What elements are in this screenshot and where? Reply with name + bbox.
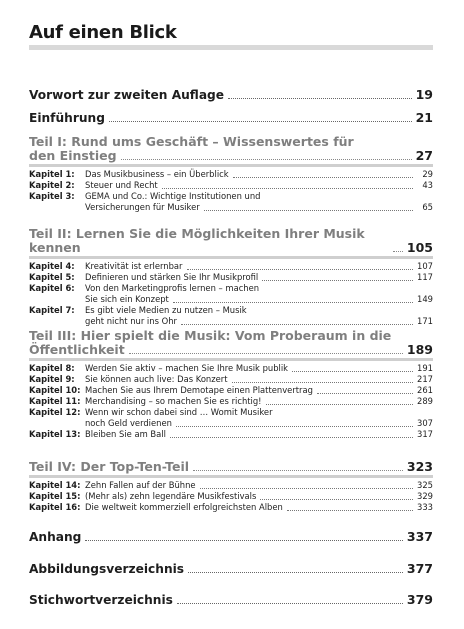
entry-page: 19 <box>415 87 433 102</box>
chapter-title-cont: Versicherungen für Musiker <box>85 201 200 212</box>
dot-leader <box>266 404 413 405</box>
dot-leader <box>129 353 403 354</box>
chapter-title-cont: geht nicht nur ins Ohr <box>85 315 177 326</box>
dot-leader <box>188 572 403 573</box>
chapter-title: Machen Sie aus Ihrem Demotape einen Plattenvertrag <box>85 384 313 395</box>
entry-page: 377 <box>406 561 433 576</box>
entry-label: Vorwort zur zweiten Auflage <box>29 88 225 102</box>
dot-leader <box>287 510 413 511</box>
toc-entry-abbildungsverzeichnis[interactable] <box>29 561 433 576</box>
chapter-title: Es gibt viele Medien zu nutzen – Musik <box>85 304 247 315</box>
chapter-title: (Mehr als) zehn legendäre Musikfestivals <box>85 490 257 501</box>
dot-leader <box>200 488 413 489</box>
chapter-page: 43 <box>422 179 433 190</box>
part-4 <box>29 460 433 513</box>
chapter-title: Sie können auch live: Das Konzert <box>85 373 228 384</box>
chapter-page: 171 <box>417 315 433 326</box>
chapter-number: Kapitel 4: <box>29 260 75 271</box>
chapter-entry[interactable] <box>29 396 433 407</box>
dot-leader <box>317 393 413 394</box>
part-page: 105 <box>406 240 433 255</box>
chapter-title: Kreativität ist erlernbar <box>85 260 183 271</box>
part-1 <box>29 135 433 213</box>
chapter-number: Kapitel 7: <box>29 304 75 315</box>
chapter-page: 191 <box>417 362 433 373</box>
chapter-number: Kapitel 1: <box>29 168 75 179</box>
chapter-page: 217 <box>417 373 433 384</box>
chapter-title: Werden Sie aktiv – machen Sie Ihre Musik publik <box>85 362 289 373</box>
chapter-title-cont: noch Geld verdienen <box>85 417 172 428</box>
chapter-title: Wenn wir schon dabei sind … Womit Musiker <box>85 406 273 417</box>
chapter-entry[interactable] <box>29 374 433 385</box>
chapter-entry[interactable] <box>29 191 433 213</box>
part-title[interactable] <box>29 329 433 357</box>
part-title[interactable] <box>29 460 433 474</box>
chapter-number: Kapitel 11: <box>29 395 81 406</box>
chapter-number: Kapitel 5: <box>29 271 75 282</box>
chapter-entry[interactable] <box>29 407 433 429</box>
chapter-title: Definieren und stärken Sie Ihr Musikprofil <box>85 271 259 282</box>
part-rule <box>29 475 433 478</box>
chapter-title: Von den Marketingprofis lernen – machen <box>85 282 260 293</box>
chapter-page: 117 <box>417 271 433 282</box>
part-page: 189 <box>406 342 433 357</box>
part-title-line: Teil IV: Der Top-Ten-Teil <box>29 459 190 474</box>
chapter-title: Das Musikbusiness – ein Überblick <box>85 168 229 179</box>
chapter-title: Merchandising – so machen Sie es richtig! <box>85 395 262 406</box>
toc-entry-vorwort[interactable] <box>29 87 433 102</box>
chapter-page: 333 <box>417 501 433 512</box>
dot-leader <box>193 470 403 471</box>
dot-leader <box>162 188 413 189</box>
part-title[interactable] <box>29 227 433 255</box>
chapter-number: Kapitel 14: <box>29 479 81 490</box>
dot-leader <box>177 603 403 604</box>
part-title-line: den Einstieg <box>29 148 117 163</box>
chapter-title: Die weltweit kommerziell erfolgreichsten Alben <box>85 501 283 512</box>
dot-leader <box>187 269 414 270</box>
dot-leader <box>204 210 413 211</box>
part-page: 27 <box>415 148 433 163</box>
page-title: Auf einen Blick <box>29 22 177 43</box>
toc-page <box>29 0 433 607</box>
chapter-title: Steuer und Recht <box>85 179 158 190</box>
dot-leader <box>121 159 412 160</box>
dot-leader <box>176 426 413 427</box>
chapter-entry[interactable] <box>29 261 433 272</box>
dot-leader <box>393 251 403 252</box>
chapter-entry[interactable] <box>29 491 433 502</box>
chapter-page: 325 <box>417 479 433 490</box>
toc-entry-einfuehrung[interactable] <box>29 110 433 125</box>
dot-leader <box>260 499 413 500</box>
part-2 <box>29 227 433 327</box>
dot-leader <box>181 324 413 325</box>
dot-leader <box>173 302 413 303</box>
entry-page: 337 <box>406 529 433 544</box>
toc-entry-stichwortverzeichnis[interactable] <box>29 592 433 607</box>
chapter-page: 107 <box>417 260 433 271</box>
chapter-number: Kapitel 8: <box>29 362 75 373</box>
title-rule <box>29 45 433 50</box>
entry-label: Abbildungsverzeichnis <box>29 562 185 576</box>
dot-leader <box>228 98 412 99</box>
chapter-page: 149 <box>417 293 433 304</box>
chapter-title: Zehn Fallen auf der Bühne <box>85 479 196 490</box>
chapter-title-cont: Sie sich ein Konzept <box>85 293 169 304</box>
chapter-number: Kapitel 2: <box>29 179 75 190</box>
chapter-page: 289 <box>417 395 433 406</box>
chapter-page: 29 <box>422 168 433 179</box>
entry-label: Stichwortverzeichnis <box>29 593 173 607</box>
dot-leader <box>233 177 413 178</box>
chapter-number: Kapitel 15: <box>29 490 81 501</box>
chapter-entry[interactable] <box>29 272 433 283</box>
chapter-page: 329 <box>417 490 433 501</box>
chapter-entry[interactable] <box>29 429 433 440</box>
chapter-entry[interactable] <box>29 363 433 374</box>
part-rule <box>29 164 433 167</box>
chapter-page: 261 <box>417 384 433 395</box>
dot-leader <box>170 437 413 438</box>
chapter-entry[interactable] <box>29 169 433 180</box>
chapter-page: 317 <box>417 428 433 439</box>
toc-entry-anhang[interactable] <box>29 529 433 544</box>
entry-page: 379 <box>406 592 433 607</box>
chapter-number: Kapitel 9: <box>29 373 75 384</box>
dot-leader <box>109 121 412 122</box>
chapter-title: Bleiben Sie am Ball <box>85 428 166 439</box>
chapter-entry[interactable] <box>29 480 433 491</box>
chapter-number: Kapitel 10: <box>29 384 81 395</box>
chapter-entry[interactable] <box>29 305 433 327</box>
chapter-page: 65 <box>422 201 433 212</box>
chapter-number: Kapitel 12: <box>29 406 81 417</box>
chapter-entry[interactable] <box>29 385 433 396</box>
part-title-line: Teil III: Hier spielt die Musik: Vom Proberaum in die <box>29 328 392 343</box>
chapter-entry[interactable] <box>29 283 433 305</box>
entry-label: Einführung <box>29 111 105 125</box>
chapter-title: GEMA und Co.: Wichtige Institutionen und <box>85 190 261 201</box>
dot-leader <box>262 280 413 281</box>
dot-leader <box>232 382 413 383</box>
chapter-number: Kapitel 3: <box>29 190 75 201</box>
chapter-entry[interactable] <box>29 502 433 513</box>
part-rule <box>29 256 433 259</box>
part-title-line: Teil I: Rund ums Geschäft – Wissenswertes für <box>29 134 354 149</box>
part-rule <box>29 358 433 361</box>
part-page: 323 <box>406 459 433 474</box>
part-3 <box>29 329 433 440</box>
part-title-line: Teil II: Lernen Sie die Möglichkeiten Ihrer Musik kennen <box>29 226 365 255</box>
part-title[interactable] <box>29 135 433 163</box>
chapter-page: 307 <box>417 417 433 428</box>
dot-leader <box>85 540 402 541</box>
entry-label: Anhang <box>29 530 82 544</box>
chapter-entry[interactable] <box>29 180 433 191</box>
dot-leader <box>292 371 413 372</box>
entry-page: 21 <box>415 110 433 125</box>
chapter-number: Kapitel 6: <box>29 282 75 293</box>
chapter-number: Kapitel 13: <box>29 428 81 439</box>
part-title-line: Öffentlichkeit <box>29 342 125 357</box>
chapter-number: Kapitel 16: <box>29 501 81 512</box>
